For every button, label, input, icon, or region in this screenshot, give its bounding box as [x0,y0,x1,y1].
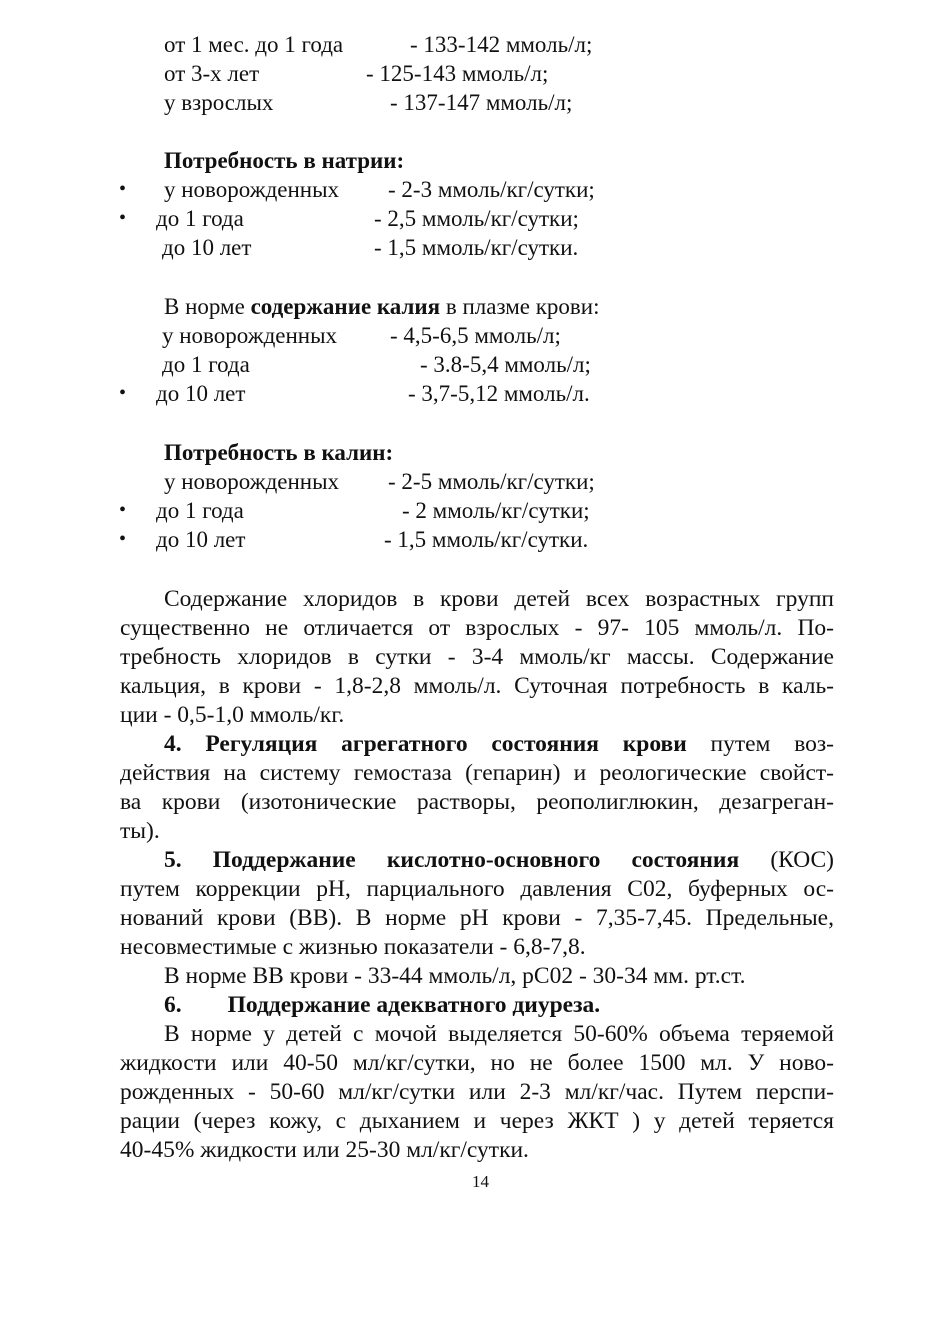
item-5-paragraph [120,846,834,991]
item-label: до 10 лет [162,235,252,260]
range-value: - 125-143 ммоль/л; [366,61,549,86]
bullet-icon: • [119,499,127,521]
item-value: - 1,5 ммоль/кг/сутки. [384,527,589,552]
item-label: до 1 года [156,498,244,523]
item-label: до 10 лет [156,527,246,552]
page-number: 14 [472,1172,489,1191]
potassium-intro [164,292,599,321]
paragraph-line: кальция, в крови - 1,8-2,8 ммоль/л. Суточная потребность в каль- [120,673,834,699]
paragraph-line: 5. Поддержание кислотно-основного состояния (КОС) [164,847,834,873]
paragraph-line: существенно не отличается от взрослых - 97- 105 ммоль/л. По- [120,615,834,641]
intro-text: В норме [164,294,251,319]
item-value: - 2-3 ммоль/кг/сутки; [388,177,595,202]
paragraph-line: нований крови (ВВ). В норме рН крови - 7,35-7,45. Предельные, [120,905,834,931]
bullet-icon: • [119,207,127,229]
item-label: у новорожденных [164,177,340,202]
chlorides-paragraph [120,585,834,730]
item-value: - 3.8-5,4 ммоль/л; [420,352,591,377]
paragraph-line: действия на систему гемостаза (гепарин) и реологические свойст- [120,760,834,786]
paragraph-line [120,991,834,1020]
item-value: - 2-5 ммоль/кг/сутки; [388,469,595,494]
intro-text: в плазме крови: [440,294,600,319]
item-heading: Поддержание кислотно-основного состояния [212,847,740,873]
item-value: - 1,5 ммоль/кг/сутки. [374,235,579,260]
paragraph-line: В норме ВВ крови - 33-44 ммоль/л, рС02 - 30-34 мм. рт.ст. [164,963,746,989]
item-4-paragraph [120,730,834,846]
item-label: у новорожденных [162,323,338,348]
item-value: - 2 ммоль/кг/сутки; [402,498,590,523]
item-6-paragraph [120,991,834,1165]
item-label: до 10 лет [156,381,246,406]
paragraph-line: путем коррекции рН, парциального давления С02, буферных ос- [120,876,834,902]
item-value: - 2,5 ммоль/кг/сутки; [374,206,579,231]
paragraph-line: Содержание хлоридов в крови детей всех возрастных групп [164,586,834,612]
paragraph-line: 4. Регуляция агрегатного состояния крови путем воз- [164,731,834,757]
paragraph-line: В норме у детей с мочой выделяется 50-60% объема теряемой [164,1021,834,1047]
paragraph-line: рации (через кожу, с дыханием и через ЖКТ ) у детей теряется [120,1108,834,1134]
item-number: 5. [164,847,182,873]
range-value: - 137-147 ммоль/л; [390,90,573,115]
range-label: от 1 мес. до 1 года [164,32,344,57]
paragraph-line: ты). [120,818,160,844]
item-label: до 1 года [156,206,244,231]
bullet-icon: • [119,382,127,404]
intro-bold-text: содержание калия [250,294,441,319]
paragraph-line: рожденных - 50-60 мл/кг/сутки или 2-3 мл/кг/час. Путем перспи- [120,1079,834,1105]
paragraph-line: ва крови (изотонические растворы, реополиглюкин, дезагреган- [120,789,834,815]
section-heading: Потребность в калин: [164,440,394,465]
paragraph-line: жидкости или 40-50 мл/кг/сутки, но не более 1500 мл. У ново- [120,1050,834,1076]
item-number: 6. [164,992,182,1018]
item-value: - 3,7-5,12 ммоль/л. [408,381,590,406]
paragraph-line: ции - 0,5-1,0 ммоль/кг. [120,702,345,728]
item-heading: Регуляция агрегатного состояния крови [205,731,687,757]
bullet-icon: • [119,528,127,550]
range-label: от 3-х лет [164,61,260,86]
item-value: - 4,5-6,5 ммоль/л; [390,323,561,348]
range-value: - 133-142 ммоль/л; [410,32,593,57]
paragraph-line: несовместимые с жизнью показатели - 6,8-7,8. [120,934,586,960]
range-label: у взрослых [164,90,274,115]
paragraph-line: требность хлоридов в сутки - 3-4 ммоль/кг массы. Содержание [120,644,834,670]
bullet-icon: • [119,178,127,200]
item-heading: Поддержание адекватного диуреза. [227,992,601,1018]
item-label: до 1 года [162,352,250,377]
item-number: 4. [164,731,182,757]
section-heading: Потребность в натрии: [164,148,405,173]
paragraph-line: 40-45% жидкости или 25-30 мл/кг/сутки. [120,1137,529,1163]
item-label: у новорожденных [164,469,340,494]
